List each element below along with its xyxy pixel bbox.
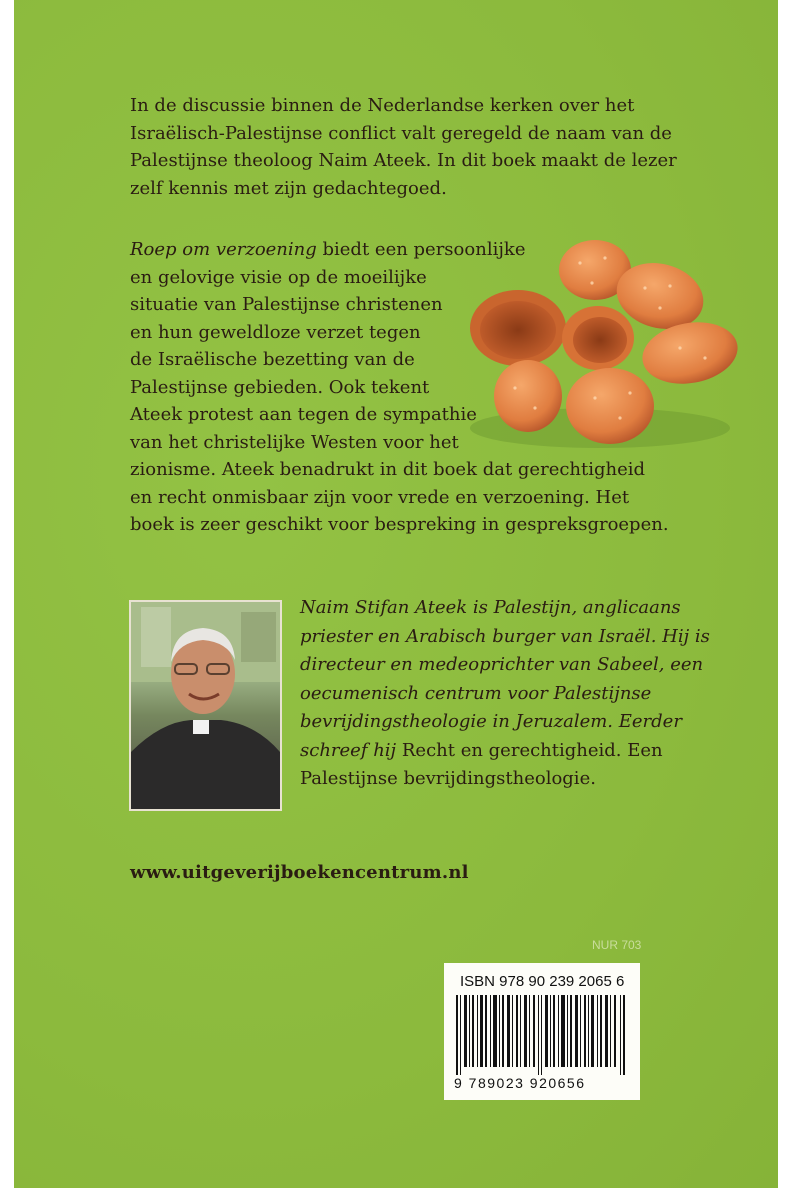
description-line: en gelovige visie op de moeilijke [130,266,427,288]
description-line: de Israëlische bezetting van de [130,349,415,370]
bio-line: bevrijdingstheologie in Jeruzalem. Eerder [300,711,682,732]
description-line: boek is zeer geschikt voor bespreking in gespreksgroepen. [130,514,669,535]
bio-line: directeur en medeoprichter van Sabeel, een [300,654,704,675]
author-portrait-icon [131,602,280,809]
barcode-icon [456,995,628,1075]
description-line: zionisme. Ateek benadrukt in dit boek dat gerechtigheid [130,459,646,480]
description-line: Ateek protest aan tegen de sympathie [130,404,477,425]
nur-code: NUR 703 [592,938,642,952]
author-photo [129,600,282,811]
bio-line-6: schreef hij Recht en gerechtigheid. Een [300,739,663,761]
description-line: en recht onmisbaar zijn voor vrede en verzoening. Het [130,486,630,508]
book-title: Roep om verzoening [130,239,317,260]
bio-line: oecumenisch centrum voor Palestijnse [300,682,652,704]
bio-line: Naim Stifan Ateek is Palestijn, anglicaans [300,597,681,618]
publisher-website[interactable]: www.uitgeverijboekencentrum.nl [130,862,469,883]
bio-line: priester en Arabisch burger van Israël. Hij is [300,625,710,647]
intro-paragraph: In de discussie binnen de Nederlandse kerken over het Israëlisch-Palestijnse conflict valt geregeld de naam van de Palestijnse theoloog Naim Ateek. In dit boek maakt de lezer zelf kennis met zijn gedachtegoed. [130,95,677,199]
description-line: en hun geweldloze verzet tegen [130,321,421,343]
barcode-label [444,963,640,1100]
bio-line-7: Palestijnse bevrijdingstheologie. [300,768,596,789]
author-bio [300,594,780,794]
back-cover [14,0,778,1188]
isbn-text: ISBN 978 90 239 2065 6 [460,973,625,990]
barcode-digits: 9 789023 920656 [454,1075,586,1091]
description-paragraph [130,236,690,539]
description-line: Palestijnse gebieden. Ook tekent [130,376,430,398]
description-line: van het christelijke Westen voor het [130,431,459,453]
description-line: situatie van Palestijnse christenen [130,294,443,315]
description-line-1: Roep om verzoening biedt een persoonlijke [130,239,526,260]
